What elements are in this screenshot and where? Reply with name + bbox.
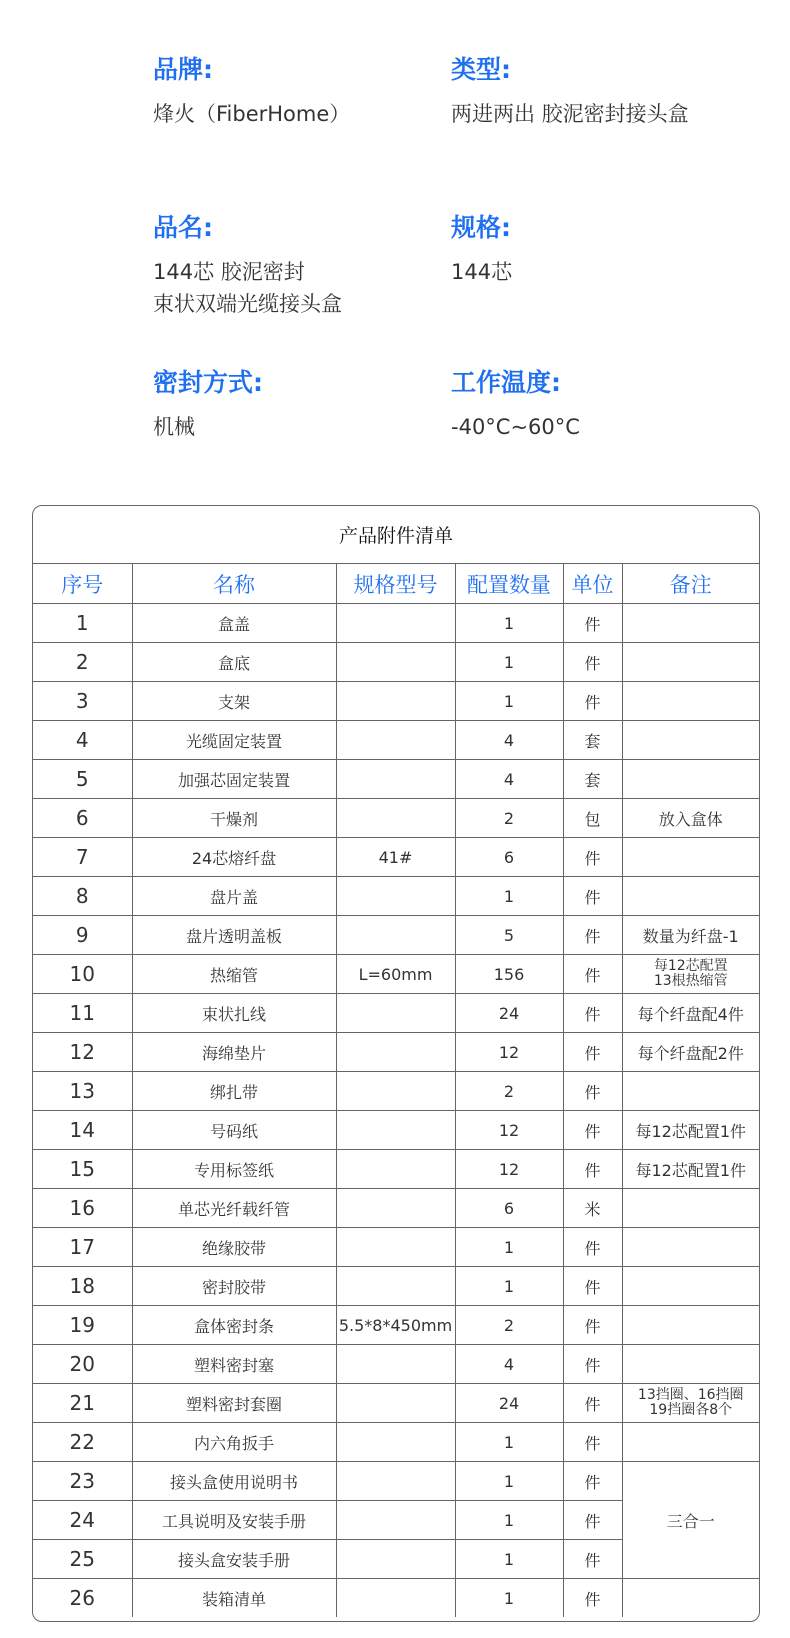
spec-value-line: -40°C~60°C <box>451 415 580 439</box>
item-remark <box>622 838 759 877</box>
row-number: 14 <box>33 1111 132 1150</box>
table-row <box>33 1579 759 1618</box>
spec-product-name <box>153 212 342 320</box>
row-number: 9 <box>33 916 132 955</box>
item-remark <box>622 1345 759 1384</box>
spec-value <box>451 98 689 130</box>
item-model <box>336 643 455 682</box>
row-number: 26 <box>33 1579 132 1618</box>
item-quantity: 1 <box>455 877 563 916</box>
item-model <box>336 1384 455 1423</box>
item-name: 装箱清单 <box>132 1579 336 1618</box>
item-remark: 每12芯配置1件 <box>622 1111 759 1150</box>
item-name: 密封胶带 <box>132 1267 336 1306</box>
item-remark: 13挡圈、16挡圈 19挡圈各8个 <box>622 1384 759 1423</box>
spec-sealing-method <box>153 367 263 443</box>
spec-value-line: 束状双端光缆接头盒 <box>153 292 342 316</box>
column-header: 序号 <box>33 564 132 604</box>
item-remark <box>622 1072 759 1111</box>
item-remark: 数量为纤盘-1 <box>622 916 759 955</box>
item-model <box>336 1111 455 1150</box>
item-remark <box>622 1423 759 1462</box>
item-quantity: 12 <box>455 1033 563 1072</box>
item-quantity: 2 <box>455 1306 563 1345</box>
item-quantity: 12 <box>455 1150 563 1189</box>
table-row <box>33 1189 759 1228</box>
column-header: 配置数量 <box>455 564 563 604</box>
spec-specification <box>451 212 512 288</box>
item-unit: 件 <box>563 877 622 916</box>
item-unit: 件 <box>563 1267 622 1306</box>
table-row <box>33 721 759 760</box>
item-name: 塑料密封塞 <box>132 1345 336 1384</box>
item-remark <box>622 682 759 721</box>
spec-brand <box>153 54 350 130</box>
item-model <box>336 1345 455 1384</box>
row-number: 15 <box>33 1150 132 1189</box>
item-name: 单芯光纤载纤管 <box>132 1189 336 1228</box>
column-header: 备注 <box>622 564 759 604</box>
table-row <box>33 1345 759 1384</box>
table-row <box>33 1228 759 1267</box>
item-model <box>336 1189 455 1228</box>
item-unit: 件 <box>563 643 622 682</box>
item-unit: 件 <box>563 604 622 643</box>
item-unit: 米 <box>563 1189 622 1228</box>
item-unit: 套 <box>563 760 622 799</box>
table-row <box>33 643 759 682</box>
item-quantity: 6 <box>455 1189 563 1228</box>
item-name: 绝缘胶带 <box>132 1228 336 1267</box>
item-quantity: 2 <box>455 1072 563 1111</box>
item-name: 盒体密封条 <box>132 1306 336 1345</box>
item-unit: 件 <box>563 1033 622 1072</box>
table-row <box>33 994 759 1033</box>
item-model <box>336 682 455 721</box>
item-remark: 每个纤盘配4件 <box>622 994 759 1033</box>
item-model <box>336 1150 455 1189</box>
table-row <box>33 1072 759 1111</box>
spec-value <box>153 256 342 320</box>
table-row <box>33 1150 759 1189</box>
item-quantity: 1 <box>455 604 563 643</box>
row-number: 2 <box>33 643 132 682</box>
spec-working-temperature <box>451 367 580 443</box>
item-name: 内六角扳手 <box>132 1423 336 1462</box>
item-unit: 件 <box>563 1228 622 1267</box>
spec-value-line: 机械 <box>153 415 195 439</box>
table-row <box>33 1462 759 1501</box>
table-title: 产品附件清单 <box>33 506 759 564</box>
item-name: 盘片盖 <box>132 877 336 916</box>
item-model <box>336 1228 455 1267</box>
accessory-list-table <box>32 505 760 1622</box>
item-model <box>336 877 455 916</box>
item-name: 盘片透明盖板 <box>132 916 336 955</box>
row-number: 4 <box>33 721 132 760</box>
column-header: 单位 <box>563 564 622 604</box>
item-remark <box>622 877 759 916</box>
item-name: 束状扎线 <box>132 994 336 1033</box>
row-number: 23 <box>33 1462 132 1501</box>
item-unit: 包 <box>563 799 622 838</box>
item-name: 工具说明及安装手册 <box>132 1501 336 1540</box>
item-name: 盒盖 <box>132 604 336 643</box>
table-row <box>33 1111 759 1150</box>
table-row <box>33 1384 759 1423</box>
row-number: 19 <box>33 1306 132 1345</box>
item-remark <box>622 1228 759 1267</box>
item-name: 加强芯固定装置 <box>132 760 336 799</box>
row-number: 5 <box>33 760 132 799</box>
spec-value-line: 两进两出 胶泥密封接头盒 <box>451 102 689 126</box>
item-quantity: 1 <box>455 1267 563 1306</box>
item-name: 热缩管 <box>132 955 336 994</box>
item-quantity: 12 <box>455 1111 563 1150</box>
item-remark <box>622 1579 759 1618</box>
item-unit: 件 <box>563 916 622 955</box>
item-model <box>336 1072 455 1111</box>
item-model <box>336 604 455 643</box>
item-unit: 件 <box>563 955 622 994</box>
item-unit: 件 <box>563 682 622 721</box>
item-model <box>336 1267 455 1306</box>
spec-label: 密封方式: <box>153 368 263 397</box>
spec-label: 品名: <box>153 213 213 242</box>
item-model <box>336 760 455 799</box>
item-quantity: 5 <box>455 916 563 955</box>
item-unit: 件 <box>563 838 622 877</box>
item-name: 专用标签纸 <box>132 1150 336 1189</box>
item-name: 接头盒使用说明书 <box>132 1462 336 1501</box>
item-quantity: 1 <box>455 1501 563 1540</box>
item-remark <box>622 1306 759 1345</box>
item-unit: 件 <box>563 1540 622 1579</box>
item-unit: 件 <box>563 1384 622 1423</box>
table-row <box>33 955 759 994</box>
item-name: 海绵垫片 <box>132 1033 336 1072</box>
spec-label: 品牌: <box>153 55 213 84</box>
row-number: 7 <box>33 838 132 877</box>
item-name: 号码纸 <box>132 1111 336 1150</box>
item-quantity: 24 <box>455 994 563 1033</box>
item-quantity: 4 <box>455 760 563 799</box>
item-name: 光缆固定装置 <box>132 721 336 760</box>
row-number: 10 <box>33 955 132 994</box>
row-number: 16 <box>33 1189 132 1228</box>
item-model <box>336 1423 455 1462</box>
item-unit: 套 <box>563 721 622 760</box>
item-unit: 件 <box>563 1111 622 1150</box>
column-header: 名称 <box>132 564 336 604</box>
item-model <box>336 799 455 838</box>
row-number: 3 <box>33 682 132 721</box>
item-quantity: 1 <box>455 1462 563 1501</box>
spec-label: 工作温度: <box>451 368 561 397</box>
spec-value <box>451 411 580 443</box>
item-unit: 件 <box>563 1150 622 1189</box>
table-row <box>33 916 759 955</box>
table-row <box>33 799 759 838</box>
item-name: 干燥剂 <box>132 799 336 838</box>
column-header: 规格型号 <box>336 564 455 604</box>
row-number: 24 <box>33 1501 132 1540</box>
row-number: 12 <box>33 1033 132 1072</box>
item-model: 41# <box>336 838 455 877</box>
item-quantity: 156 <box>455 955 563 994</box>
row-number: 20 <box>33 1345 132 1384</box>
item-quantity: 6 <box>455 838 563 877</box>
item-model <box>336 994 455 1033</box>
item-name: 支架 <box>132 682 336 721</box>
item-model: L=60mm <box>336 955 455 994</box>
item-unit: 件 <box>563 1462 622 1501</box>
item-model <box>336 721 455 760</box>
item-quantity: 4 <box>455 721 563 760</box>
item-remark <box>622 604 759 643</box>
row-number: 22 <box>33 1423 132 1462</box>
item-model <box>336 1033 455 1072</box>
item-unit: 件 <box>563 994 622 1033</box>
row-number: 13 <box>33 1072 132 1111</box>
table-row <box>33 1033 759 1072</box>
item-remark: 每个纤盘配2件 <box>622 1033 759 1072</box>
item-quantity: 1 <box>455 1228 563 1267</box>
item-name: 绑扎带 <box>132 1072 336 1111</box>
table-row <box>33 1267 759 1306</box>
spec-type <box>451 54 689 130</box>
row-number: 17 <box>33 1228 132 1267</box>
spec-value-line: 烽火（FiberHome） <box>153 102 351 126</box>
item-quantity: 1 <box>455 1540 563 1579</box>
item-remark <box>622 760 759 799</box>
item-model <box>336 1579 455 1618</box>
item-name: 塑料密封套圈 <box>132 1384 336 1423</box>
item-quantity: 1 <box>455 1423 563 1462</box>
item-unit: 件 <box>563 1306 622 1345</box>
item-name: 24芯熔纤盘 <box>132 838 336 877</box>
table-row <box>33 877 759 916</box>
row-number: 6 <box>33 799 132 838</box>
item-remark <box>622 721 759 760</box>
row-number: 18 <box>33 1267 132 1306</box>
item-unit: 件 <box>563 1423 622 1462</box>
table-row <box>33 760 759 799</box>
table-row <box>33 1423 759 1462</box>
item-name: 盒底 <box>132 643 336 682</box>
table-row <box>33 682 759 721</box>
item-remark <box>622 1189 759 1228</box>
item-unit: 件 <box>563 1072 622 1111</box>
item-quantity: 1 <box>455 682 563 721</box>
item-name: 接头盒安装手册 <box>132 1540 336 1579</box>
item-model: 5.5*8*450mm <box>336 1306 455 1345</box>
spec-value <box>153 98 350 130</box>
item-remark: 放入盒体 <box>622 799 759 838</box>
item-unit: 件 <box>563 1501 622 1540</box>
spec-value <box>451 256 512 288</box>
item-remark <box>622 1267 759 1306</box>
item-remark: 每12芯配置 13根热缩管 <box>622 955 759 994</box>
item-quantity: 24 <box>455 1384 563 1423</box>
spec-value <box>153 411 263 443</box>
item-remark <box>622 643 759 682</box>
item-model <box>336 1462 455 1501</box>
item-quantity: 1 <box>455 1579 563 1618</box>
spec-label: 类型: <box>451 55 511 84</box>
item-model <box>336 1501 455 1540</box>
item-quantity: 2 <box>455 799 563 838</box>
row-number: 1 <box>33 604 132 643</box>
row-number: 21 <box>33 1384 132 1423</box>
table-row <box>33 838 759 877</box>
item-quantity: 4 <box>455 1345 563 1384</box>
item-model <box>336 1540 455 1579</box>
item-remark: 每12芯配置1件 <box>622 1150 759 1189</box>
row-number: 25 <box>33 1540 132 1579</box>
spec-value-line: 144芯 胶泥密封 <box>153 260 305 284</box>
row-number: 8 <box>33 877 132 916</box>
table-row <box>33 604 759 643</box>
item-quantity: 1 <box>455 643 563 682</box>
row-number: 11 <box>33 994 132 1033</box>
item-model <box>336 916 455 955</box>
item-remark: 三合一 <box>622 1462 759 1579</box>
spec-label: 规格: <box>451 213 511 242</box>
item-unit: 件 <box>563 1579 622 1618</box>
item-unit: 件 <box>563 1345 622 1384</box>
spec-value-line: 144芯 <box>451 260 513 284</box>
table-row <box>33 1306 759 1345</box>
